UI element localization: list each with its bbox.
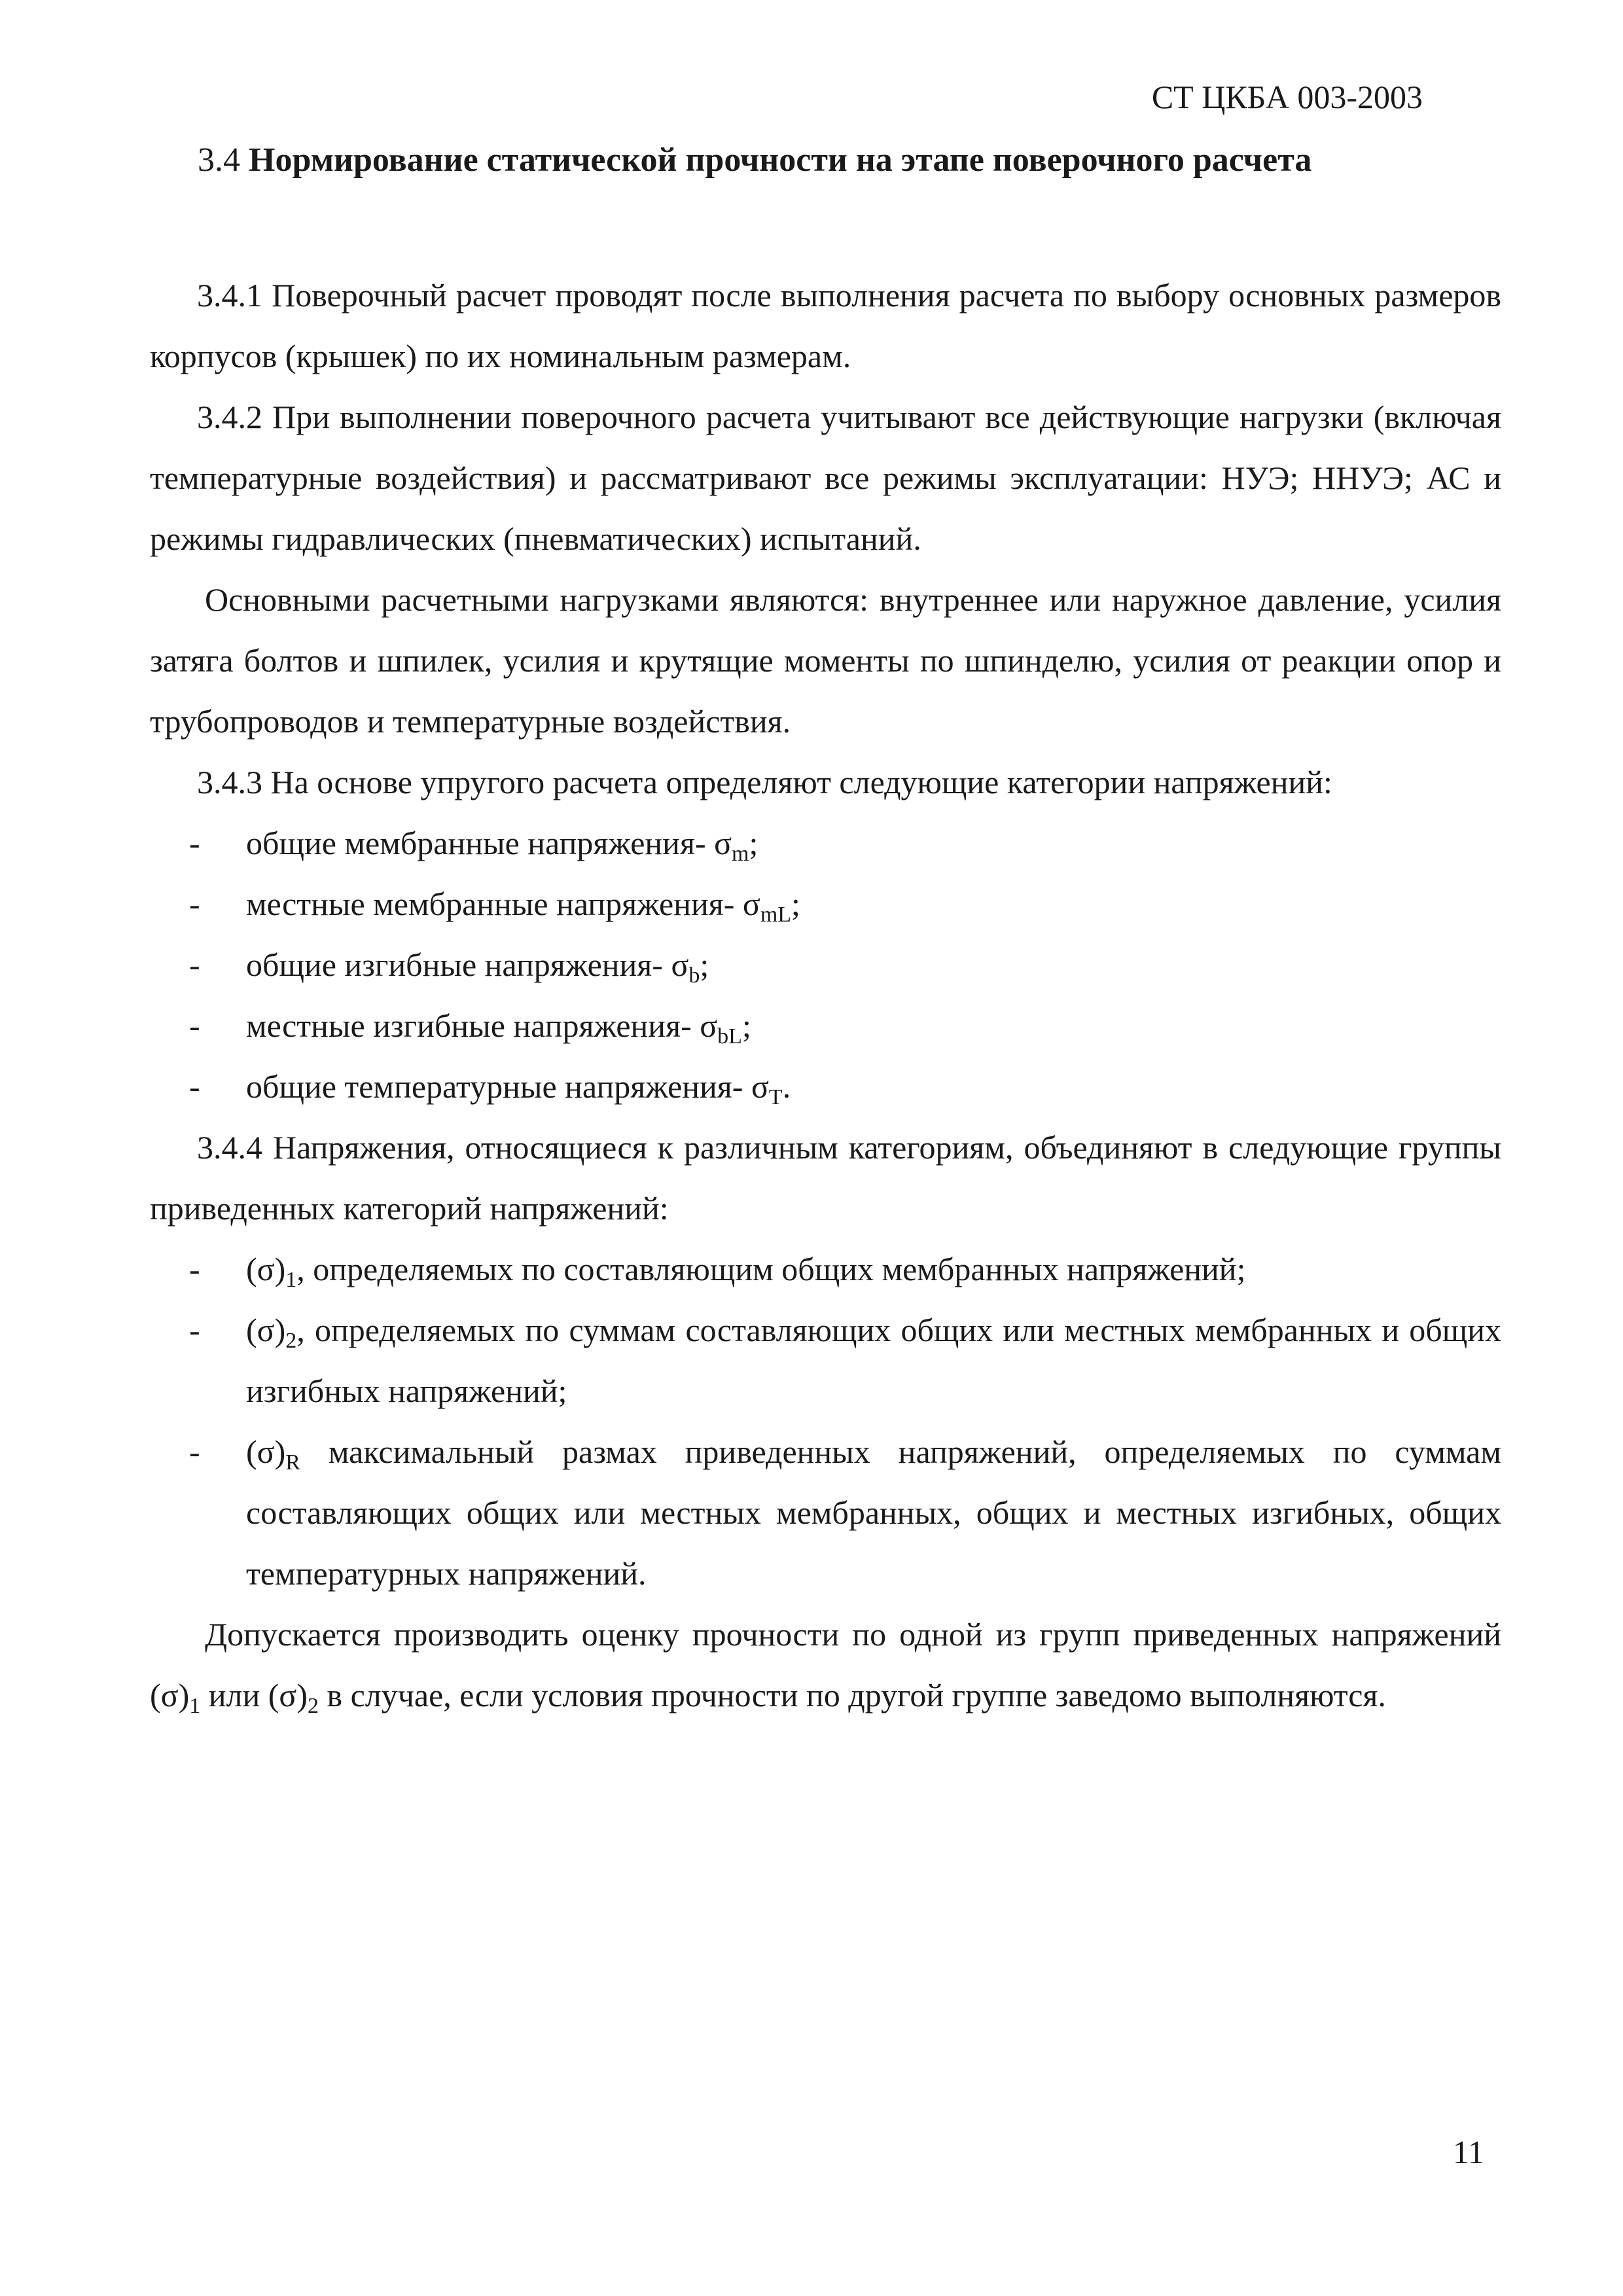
subscript: mL bbox=[760, 903, 792, 927]
paragraph-loads: Основными расчетными нагрузками являются: внутреннее или наружное давление, усилия затяга болтов и шпилек, усилия и крутящие моменты по шпинделю, усилия от реакции опор и трубопроводов и температурные воздействия. bbox=[150, 581, 1501, 740]
list-dash: - bbox=[189, 886, 200, 922]
subscript: 2 bbox=[308, 1694, 319, 1718]
subscript: b bbox=[688, 963, 700, 988]
list-dash: - bbox=[189, 825, 200, 861]
list-item-category-4 bbox=[150, 1056, 1501, 1117]
list-item-group-0 bbox=[150, 1239, 1501, 1300]
subscript: m bbox=[732, 842, 749, 866]
list-item-category-2 bbox=[150, 935, 1501, 996]
closing-text-part: в случае, если условия прочности по другой группе заведомо выполняются. bbox=[319, 1677, 1386, 1713]
stress-group-list bbox=[150, 1239, 1501, 1604]
list-dash: - bbox=[189, 1312, 200, 1348]
list-item-text: местные изгибные напряжения- σ bbox=[246, 1007, 718, 1044]
list-item-end: . bbox=[782, 1068, 791, 1105]
list-item-category-0 bbox=[150, 813, 1501, 874]
section-body bbox=[150, 265, 1501, 1726]
section-title: Нормирование статической прочности на этапе поверочного расчета bbox=[249, 141, 1312, 179]
list-item-text: местные мембранные напряжения- σ bbox=[246, 886, 760, 922]
group-prefix: (σ) bbox=[246, 1433, 286, 1470]
list-item-text: общие мембранные напряжения- σ bbox=[246, 825, 732, 861]
list-dash: - bbox=[189, 1433, 200, 1470]
subscript: T bbox=[768, 1085, 783, 1109]
paragraph-3-4-2: 3.4.2 При выполнении поверочного расчета учитывают все действующие нагрузки (включая температурные воздействия) и рассматривают все режимы эксплуатации: НУЭ; ННУЭ; АС и режимы гидравлических (пневматических) испытаний. bbox=[150, 399, 1501, 557]
section-number: 3.4 bbox=[198, 141, 240, 179]
subscript: bL bbox=[717, 1024, 742, 1049]
list-dash: - bbox=[189, 946, 200, 983]
closing-text-part: или (σ) bbox=[200, 1677, 308, 1713]
list-item-end: ; bbox=[791, 886, 800, 922]
paragraph-3-4-1: 3.4.1 Поверочный расчет проводят после выполнения расчета по выбору основных размеров корпусов (крышек) по их номинальным размерам. bbox=[150, 277, 1501, 374]
closing-text-part: Допускается производить оценку прочности по одной из групп приведенных напряжений (σ) bbox=[150, 1616, 1501, 1713]
list-item-end: ; bbox=[749, 825, 758, 861]
list-dash: - bbox=[189, 1068, 200, 1105]
list-item-text: , определяемых по суммам составляющих общих или местных мембранных и общих изгибных напряжений; bbox=[246, 1312, 1501, 1409]
list-item-end: ; bbox=[700, 946, 709, 983]
list-item-group-1 bbox=[150, 1300, 1501, 1422]
list-dash: - bbox=[189, 1007, 200, 1044]
list-item-text: максимальный размах приведенных напряжений, определяемых по суммам составляющих общих или местных мембранных, общих и местных изгибных, общих температурных напряжений. bbox=[246, 1433, 1501, 1592]
paragraph-3-4-4: 3.4.4 Напряжения, относящиеся к различным категориям, объединяют в следующие группы приведенных категорий напряжений: bbox=[150, 1129, 1501, 1227]
paragraph-closing bbox=[150, 1604, 1501, 1726]
subscript: 2 bbox=[285, 1329, 297, 1353]
document-code: СТ ЦКБА 003-2003 bbox=[1151, 79, 1423, 115]
list-item-category-1 bbox=[150, 874, 1501, 935]
list-item-end: ; bbox=[741, 1007, 751, 1044]
section-heading bbox=[198, 139, 1454, 181]
list-item-group-2 bbox=[150, 1422, 1501, 1604]
paragraph-3-4-3: 3.4.3 На основе упругого расчета определяют следующие категории напряжений: bbox=[197, 764, 1332, 800]
list-item-text: общие изгибные напряжения- σ bbox=[246, 946, 689, 983]
subscript: R bbox=[285, 1450, 300, 1475]
list-item-category-3 bbox=[150, 996, 1501, 1056]
list-item-text: общие температурные напряжения- σ bbox=[246, 1068, 769, 1105]
group-prefix: (σ) bbox=[246, 1251, 286, 1287]
subscript: 1 bbox=[285, 1268, 297, 1292]
subscript: 1 bbox=[189, 1694, 201, 1718]
list-item-text: , определяемых по составляющим общих мембранных напряжений; bbox=[296, 1251, 1246, 1287]
page-number: 11 bbox=[1452, 2134, 1484, 2170]
group-prefix: (σ) bbox=[246, 1312, 286, 1348]
stress-category-list bbox=[150, 813, 1501, 1117]
list-dash: - bbox=[189, 1251, 200, 1287]
